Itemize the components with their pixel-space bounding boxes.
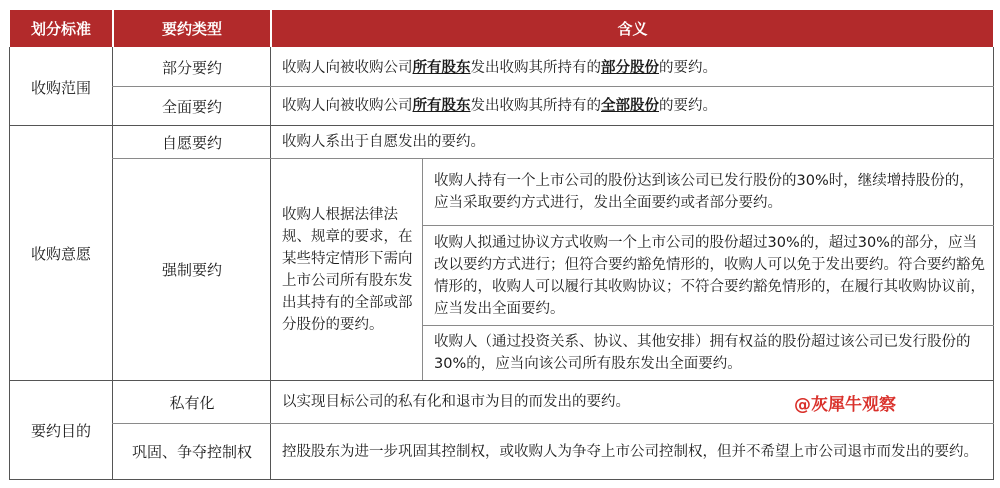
type-partial-offer: 部分要约 bbox=[161, 59, 222, 77]
table-border-left bbox=[9, 47, 10, 480]
meaning-mandatory-case-3 bbox=[424, 326, 993, 380]
meaning-mandatory-case-2 bbox=[424, 226, 993, 325]
meaning-full-all-shareholders: 所有股东 bbox=[412, 98, 471, 114]
type-mandatory-offer: 强制要约 bbox=[161, 261, 222, 279]
table-border-right bbox=[993, 47, 994, 480]
meaning-control-text: 控股股东为进一步巩固其控制权，或收购人为争夺上市公司控制权，但并不希望上市公司退市而发出的要约。 bbox=[282, 443, 978, 460]
meaning-mandatory-case-1 bbox=[424, 159, 993, 225]
group-offer-purpose: 要约目的 bbox=[30, 421, 91, 440]
watermark: @灰犀牛观察 bbox=[794, 395, 896, 415]
meaning-control bbox=[272, 424, 993, 479]
header-meaning: 含义 bbox=[272, 10, 993, 47]
meaning-full-part-c: 发出收购其所持有的 bbox=[470, 98, 601, 114]
meaning-mandatory-summary bbox=[272, 159, 422, 380]
meaning-full-part-a: 收购人向被收购公司 bbox=[282, 98, 413, 114]
col-divider-1 bbox=[112, 47, 113, 480]
row-divider-case-1 bbox=[422, 225, 994, 226]
row-divider-case-2 bbox=[422, 325, 994, 326]
meaning-mandatory-case-1-text: 收购人持有一个上市公司的股份达到该公司已发行股份的30%时，继续增持股份的，应当采取要约方式进行，发出全面要约或者部分要约。 bbox=[434, 173, 974, 211]
table-border-bottom bbox=[9, 479, 994, 480]
col-divider-3 bbox=[422, 158, 423, 380]
meaning-voluntary-offer: 收购人系出于自愿发出的要约。 bbox=[282, 134, 485, 150]
meaning-full-all-shares: 全部股份 bbox=[601, 98, 659, 114]
type-privatization: 私有化 bbox=[169, 393, 215, 412]
meaning-partial-offer bbox=[272, 49, 993, 86]
row-divider-privatization bbox=[112, 423, 994, 424]
meaning-partial-part-a: 收购人向被收购公司 bbox=[282, 59, 413, 76]
meaning-partial-part-e: 的要约。 bbox=[659, 59, 717, 76]
col-divider-2 bbox=[270, 47, 271, 480]
meaning-mandatory-case-3-text: 收购人（通过投资关系、协议、其他安排）拥有权益的股份超过该公司已发行股份的30%的，应当向该公司所有股东发出全面要约。 bbox=[434, 334, 971, 372]
type-full-offer: 全面要约 bbox=[161, 97, 222, 116]
group-acquisition-range: 收购范围 bbox=[30, 78, 91, 97]
row-divider-voluntary bbox=[112, 158, 994, 159]
meaning-mandatory-case-2-text: 收购人拟通过协议方式收购一个上市公司的股份超过30%的，超过30%的部分，应当改以要约方式进行；但符合要约豁免情形的，收购人可以免于发出要约。符合要约豁免情形的，收购人可以履行其收购协议；不符合要约豁免情形的，在履行其收购协议前，应当发出全面要约。 bbox=[434, 234, 985, 317]
meaning-privatization bbox=[272, 381, 772, 423]
type-voluntary-offer: 自愿要约 bbox=[161, 133, 222, 152]
meaning-full-offer bbox=[272, 87, 993, 125]
meaning-privatization-text: 以实现目标公司的私有化和退市为目的而发出的要约。 bbox=[282, 394, 630, 410]
meaning-partial-part-c: 发出收购其所持有的 bbox=[470, 59, 601, 76]
meaning-partial-partial-shares: 部分股份 bbox=[601, 59, 659, 76]
meaning-mandatory-summary-text: 收购人根据法律法规、规章的要求，在某些特定情形下需向上市公司所有股东发出其持有的全部或部分股份的要约。 bbox=[282, 206, 413, 333]
meaning-full-part-e: 的要约。 bbox=[659, 98, 717, 114]
group-acquisition-intent: 收购意愿 bbox=[30, 244, 91, 263]
header-offer-type: 要约类型 bbox=[114, 10, 270, 47]
row-divider-partial bbox=[112, 86, 994, 87]
row-divider-range bbox=[9, 125, 994, 126]
row-divider-intent bbox=[9, 380, 994, 381]
type-control: 巩固、争夺控制权 bbox=[131, 443, 252, 461]
meaning-partial-all-shareholders: 所有股东 bbox=[412, 59, 471, 76]
header-criteria: 划分标准 bbox=[10, 10, 112, 47]
